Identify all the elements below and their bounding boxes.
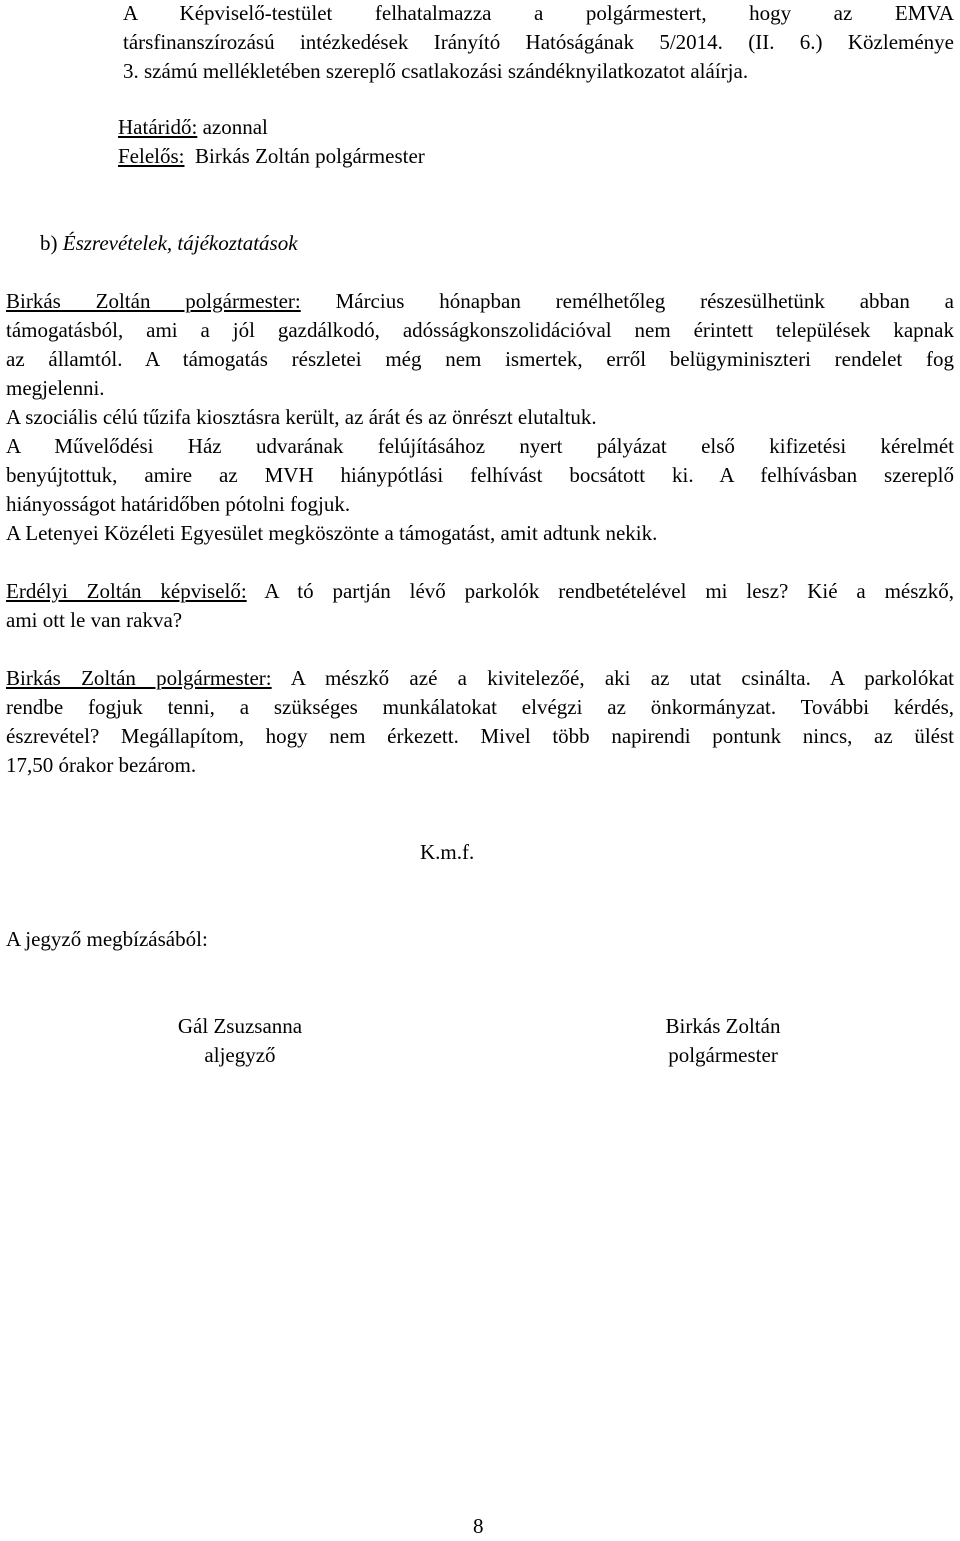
responsible-label: Felelős:: [118, 144, 185, 168]
responsible-line: [118, 142, 425, 171]
section-b-heading: [40, 229, 298, 258]
signature-name: Gál Zsuzsanna: [177, 1014, 303, 1038]
mayor-report-line-3: az államtól. A támogatás részletei még nem ismertek, erről belügyminiszteri rendelet fog: [6, 347, 954, 371]
mayor-report-line-9: A Letenyei Közéleti Egyesület megköszönte a támogatást, amit adtunk nekik.: [6, 521, 658, 545]
mayor-reply-line-4: 17,50 órakor bezárom.: [6, 753, 197, 777]
mayor-reply-speaker: Birkás Zoltán polgármester:: [6, 666, 272, 690]
erdelyi-line-2: ami ott le van rakva?: [6, 608, 183, 632]
on-behalf-text: A jegyző megbízásából:: [6, 927, 208, 951]
signature-left: [148, 1012, 332, 1070]
mayor-reply-line-2: rendbe fogjuk tenni, a szükséges munkálatokat elvégzi az önkormányzat. További kérdés,: [6, 695, 954, 719]
mayor-report-line-4: megjelenni.: [6, 376, 105, 400]
mayor-report-line-7: benyújtottuk, amire az MVH hiánypótlási felhívást bocsátott ki. A felhívásban szereplő: [6, 463, 954, 487]
mayor-reply-line-1: Birkás Zoltán polgármester: A mészkő azé a kivitelezőé, aki az utat csinálta. A parkolókat: [6, 666, 955, 690]
resolution-line-3: 3. számú mellékletében szereplő csatlakozási szándéknyilatkozatot aláírja.: [123, 59, 749, 83]
page-number: 8: [473, 1514, 484, 1538]
resolution-line-1: A Képviselő-testület felhatalmazza a polgármestert, hogy az EMVA: [123, 1, 954, 25]
mayor-reply-line-3: észrevétel? Megállapítom, hogy nem érkezett. Mivel több napirendi pontunk nincs, az ülést: [6, 724, 954, 748]
erdelyi-line-1: Erdélyi Zoltán képviselő: A tó partján lévő parkolók rendbetételével mi lesz? Kié a mészkő,: [6, 579, 954, 603]
deadline-label: Határidő:: [118, 115, 198, 139]
mayor-report-line-8: hiányosságot határidőben pótolni fogjuk.: [6, 492, 351, 516]
kmf-text: K.m.f.: [420, 840, 475, 864]
signature-right: [636, 1012, 810, 1070]
mayor-report-line-5: A szociális célú tűzifa kiosztásra került, az árát és az önrészt elutaltuk.: [6, 405, 597, 429]
responsible-value: Birkás Zoltán polgármester: [195, 144, 425, 168]
signature-title: aljegyző: [204, 1043, 276, 1067]
signature-name: Birkás Zoltán: [665, 1014, 781, 1038]
mayor-report-line-2: támogatásból, ami a jól gazdálkodó, adósságkonszolidációval nem érintett települések kapnak: [6, 318, 954, 342]
mayor-report-line-6: A Művelődési Ház udvarának felújításához nyert pályázat első kifizetési kérelmét: [6, 434, 954, 458]
signature-title: polgármester: [668, 1043, 778, 1067]
erdelyi-speaker: Erdélyi Zoltán képviselő:: [6, 579, 247, 603]
deadline-line: [118, 113, 268, 142]
mayor-report-speaker: Birkás Zoltán polgármester:: [6, 289, 301, 313]
mayor-report-line-1: Birkás Zoltán polgármester: Március hónapban remélhetőleg részesülhetünk abban a: [6, 289, 954, 313]
section-b-prefix: b): [40, 231, 58, 255]
resolution-line-2: társfinanszírozású intézkedések Irányító Hatóságának 5/2014. (II. 6.) Közleménye: [123, 30, 954, 54]
section-b-title: Észrevételek, tájékoztatások: [62, 231, 298, 255]
deadline-value: azonnal: [202, 115, 268, 139]
